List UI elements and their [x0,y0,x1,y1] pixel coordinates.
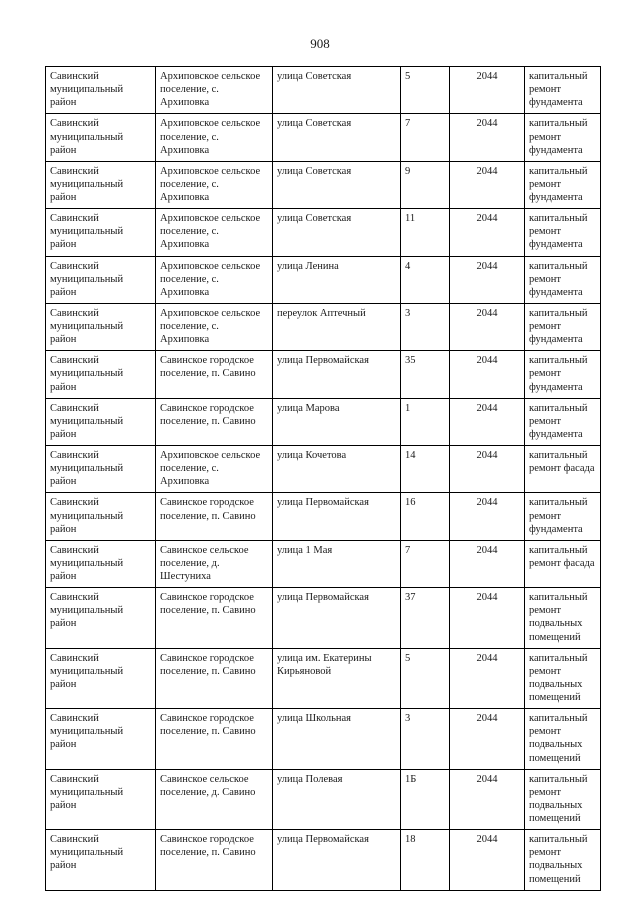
cell-year: 2044 [450,830,525,891]
cell-municipal-district: Савинский муниципальный район [46,67,156,114]
cell-year: 2044 [450,540,525,587]
cell-street: улица Советская [273,114,401,161]
cell-street: улица Школьная [273,709,401,770]
cell-work-type: капитальный ремонт фасада [525,540,601,587]
cell-year: 2044 [450,256,525,303]
cell-municipal-district: Савинский муниципальный район [46,114,156,161]
cell-street: улица Ленина [273,256,401,303]
table-row [46,540,601,587]
cell-work-type: капитальный ремонт подвальных помещений [525,648,601,709]
cell-work-type: капитальный ремонт фундамента [525,114,601,161]
cell-house-number: 37 [401,588,450,649]
cell-settlement: Архиповское сельское поселение, с. Архиповка [156,446,273,493]
cell-work-type: капитальный ремонт подвальных помещений [525,588,601,649]
cell-municipal-district: Савинский муниципальный район [46,256,156,303]
cell-settlement: Савинское городское поселение, п. Савино [156,351,273,398]
cell-municipal-district: Савинский муниципальный район [46,161,156,208]
cell-municipal-district: Савинский муниципальный район [46,648,156,709]
cell-settlement: Савинское городское поселение, п. Савино [156,493,273,540]
cell-work-type: капитальный ремонт фундамента [525,493,601,540]
cell-work-type: капитальный ремонт фасада [525,446,601,493]
cell-year: 2044 [450,588,525,649]
table-row [46,493,601,540]
table-row [46,209,601,256]
cell-house-number: 1 [401,398,450,445]
cell-house-number: 7 [401,540,450,587]
cell-house-number: 16 [401,493,450,540]
table-row [46,256,601,303]
cell-street: улица Первомайская [273,830,401,891]
table-body [46,67,601,891]
cell-street: улица Первомайская [273,493,401,540]
table-row [46,769,601,830]
cell-municipal-district: Савинский муниципальный район [46,493,156,540]
cell-work-type: капитальный ремонт фундамента [525,256,601,303]
cell-settlement: Архиповское сельское поселение, с. Архиповка [156,256,273,303]
cell-street: улица Кочетова [273,446,401,493]
cell-municipal-district: Савинский муниципальный район [46,209,156,256]
cell-street: улица Советская [273,161,401,208]
cell-street: улица 1 Мая [273,540,401,587]
cell-municipal-district: Савинский муниципальный район [46,398,156,445]
cell-year: 2044 [450,648,525,709]
cell-house-number: 4 [401,256,450,303]
cell-street: улица Советская [273,209,401,256]
cell-house-number: 35 [401,351,450,398]
table-row [46,67,601,114]
cell-settlement: Савинское сельское поселение, д. Савино [156,769,273,830]
table-row [46,398,601,445]
cell-street: улица Советская [273,67,401,114]
table-row [46,303,601,350]
cell-year: 2044 [450,67,525,114]
table-row [46,161,601,208]
cell-work-type: капитальный ремонт фундамента [525,67,601,114]
table-row [46,648,601,709]
table-row [46,351,601,398]
cell-settlement: Архиповское сельское поселение, с. Архиповка [156,114,273,161]
cell-municipal-district: Савинский муниципальный район [46,303,156,350]
cell-year: 2044 [450,161,525,208]
cell-house-number: 11 [401,209,450,256]
cell-year: 2044 [450,769,525,830]
cell-year: 2044 [450,114,525,161]
cell-street: улица Первомайская [273,588,401,649]
cell-municipal-district: Савинский муниципальный район [46,709,156,770]
document-table-container [45,66,600,891]
cell-work-type: капитальный ремонт фундамента [525,351,601,398]
cell-street: улица Первомайская [273,351,401,398]
cell-work-type: капитальный ремонт подвальных помещений [525,709,601,770]
cell-year: 2044 [450,709,525,770]
cell-street: улица Полевая [273,769,401,830]
cell-house-number: 7 [401,114,450,161]
cell-municipal-district: Савинский муниципальный район [46,446,156,493]
cell-work-type: капитальный ремонт фундамента [525,398,601,445]
page-number: 908 [310,36,330,51]
table-row [46,588,601,649]
cell-house-number: 5 [401,648,450,709]
table-row [46,114,601,161]
cell-municipal-district: Савинский муниципальный район [46,769,156,830]
cell-settlement: Савинское городское поселение, п. Савино [156,398,273,445]
table-row [46,830,601,891]
cell-year: 2044 [450,209,525,256]
cell-work-type: капитальный ремонт фундамента [525,209,601,256]
cell-house-number: 9 [401,161,450,208]
cell-settlement: Архиповское сельское поселение, с. Архиповка [156,209,273,256]
cell-settlement: Савинское городское поселение, п. Савино [156,709,273,770]
cell-settlement: Савинское городское поселение, п. Савино [156,830,273,891]
cell-municipal-district: Савинский муниципальный район [46,351,156,398]
cell-year: 2044 [450,446,525,493]
cell-street: улица Марова [273,398,401,445]
table-row [46,709,601,770]
cell-year: 2044 [450,303,525,350]
cell-year: 2044 [450,493,525,540]
cell-house-number: 18 [401,830,450,891]
cell-year: 2044 [450,351,525,398]
cell-work-type: капитальный ремонт подвальных помещений [525,830,601,891]
cell-settlement: Савинское городское поселение, п. Савино [156,588,273,649]
cell-house-number: 14 [401,446,450,493]
cell-house-number: 1Б [401,769,450,830]
cell-house-number: 3 [401,303,450,350]
repair-schedule-table [45,66,601,891]
cell-settlement: Савинское сельское поселение, д. Шестуниха [156,540,273,587]
cell-settlement: Архиповское сельское поселение, с. Архиповка [156,67,273,114]
cell-settlement: Архиповское сельское поселение, с. Архиповка [156,161,273,208]
cell-municipal-district: Савинский муниципальный район [46,830,156,891]
cell-work-type: капитальный ремонт подвальных помещений [525,769,601,830]
cell-house-number: 3 [401,709,450,770]
cell-municipal-district: Савинский муниципальный район [46,540,156,587]
cell-settlement: Савинское городское поселение, п. Савино [156,648,273,709]
cell-work-type: капитальный ремонт фундамента [525,161,601,208]
cell-municipal-district: Савинский муниципальный район [46,588,156,649]
cell-settlement: Архиповское сельское поселение, с. Архиповка [156,303,273,350]
cell-house-number: 5 [401,67,450,114]
cell-work-type: капитальный ремонт фундамента [525,303,601,350]
cell-street: переулок Аптечный [273,303,401,350]
cell-year: 2044 [450,398,525,445]
table-row [46,446,601,493]
cell-street: улица им. Екатерины Кирьяновой [273,648,401,709]
